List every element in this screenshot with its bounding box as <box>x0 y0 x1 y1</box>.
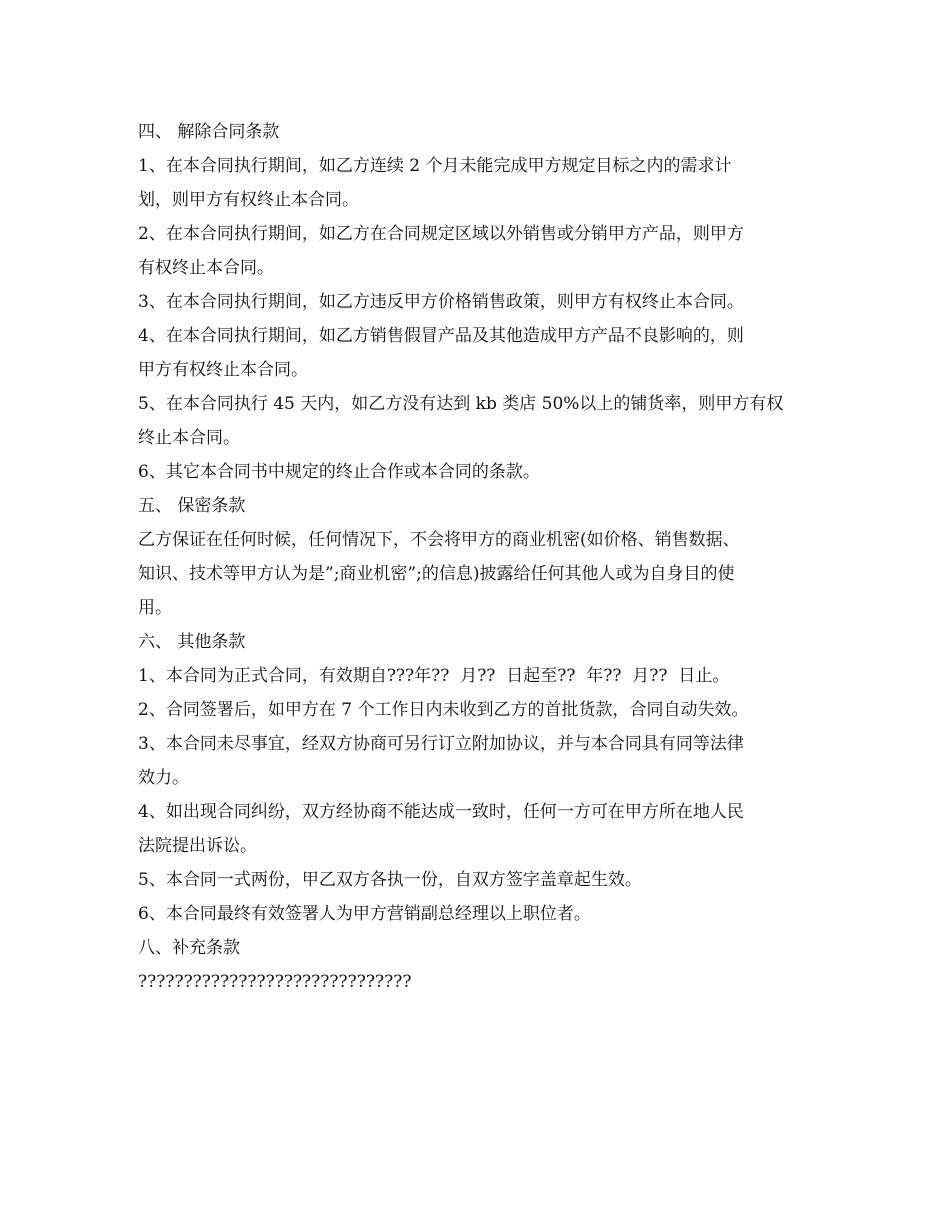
supplementary-placeholder-line: ?????????????????????????????? <box>138 972 412 992</box>
section-heading-confidentiality: 五、 保密条款 <box>138 496 246 516</box>
clause-other-3-line-2: 效力。 <box>138 768 189 788</box>
clause-other-4-line-1: 4、如出现合同纠纷，双方经协商不能达成一致时，任何一方可在甲方所在地人民 <box>138 802 744 822</box>
clause-other-1-line-1: 1、本合同为正式合同，有效期自???年?? 月?? 日起至?? 年?? 月?? 日止。 <box>138 666 730 686</box>
clause-other-5-line-1: 5、本合同一式两份，甲乙双方各执一份，自双方签字盖章起生效。 <box>138 870 642 890</box>
clause-termination-5-line-1: 5、在本合同执行 45 天内，如乙方没有达到 kb 类店 50%以上的铺货率，则甲方有权 <box>138 394 784 414</box>
clause-termination-2-line-1: 2、在本合同执行期间，如乙方在合同规定区域以外销售或分销甲方产品，则甲方 <box>138 224 744 244</box>
clause-termination-2-line-2: 有权终止本合同。 <box>138 258 274 278</box>
clause-other-6-line-1: 6、本合同最终有效签署人为甲方营销副总经理以上职位者。 <box>138 904 591 924</box>
clause-termination-5-line-2: 终止本合同。 <box>138 428 240 448</box>
confidentiality-line-3: 用。 <box>138 598 172 618</box>
document-body <box>138 115 818 999</box>
clause-other-2-line-1: 2、合同签署后，如甲方在 7 个工作日内未收到乙方的首批货款，合同自动失效。 <box>138 700 749 720</box>
section-heading-supplementary: 八、补充条款 <box>138 938 240 958</box>
clause-termination-4-line-2: 甲方有权终止本合同。 <box>138 360 308 380</box>
section-heading-termination: 四、 解除合同条款 <box>138 122 280 142</box>
section-heading-other-terms: 六、 其他条款 <box>138 632 246 652</box>
clause-other-4-line-2: 法院提出诉讼。 <box>138 836 257 856</box>
clause-termination-4-line-1: 4、在本合同执行期间，如乙方销售假冒产品及其他造成甲方产品不良影响的，则 <box>138 326 744 346</box>
clause-termination-3-line-1: 3、在本合同执行期间，如乙方违反甲方价格销售政策，则甲方有权终止本合同。 <box>138 292 744 312</box>
clause-termination-6-line-1: 6、其它本合同书中规定的终止合作或本合同的条款。 <box>138 462 540 482</box>
clause-termination-1-line-1: 1、在本合同执行期间，如乙方连续 2 个月未能完成甲方规定目标之内的需求计 <box>138 156 732 176</box>
clause-termination-1-line-2: 划，则甲方有权终止本合同。 <box>138 190 359 210</box>
clause-other-3-line-1: 3、本合同未尽事宜，经双方协商可另行订立附加协议，并与本合同具有同等法律 <box>138 734 744 754</box>
confidentiality-line-1: 乙方保证在任何时候，任何情况下，不会将甲方的商业机密(如价格、销售数据、 <box>138 530 740 550</box>
confidentiality-line-2: 知识、技术等甲方认为是”;商业机密”;的信息)披露给任何其他人或为自身目的使 <box>138 564 735 584</box>
